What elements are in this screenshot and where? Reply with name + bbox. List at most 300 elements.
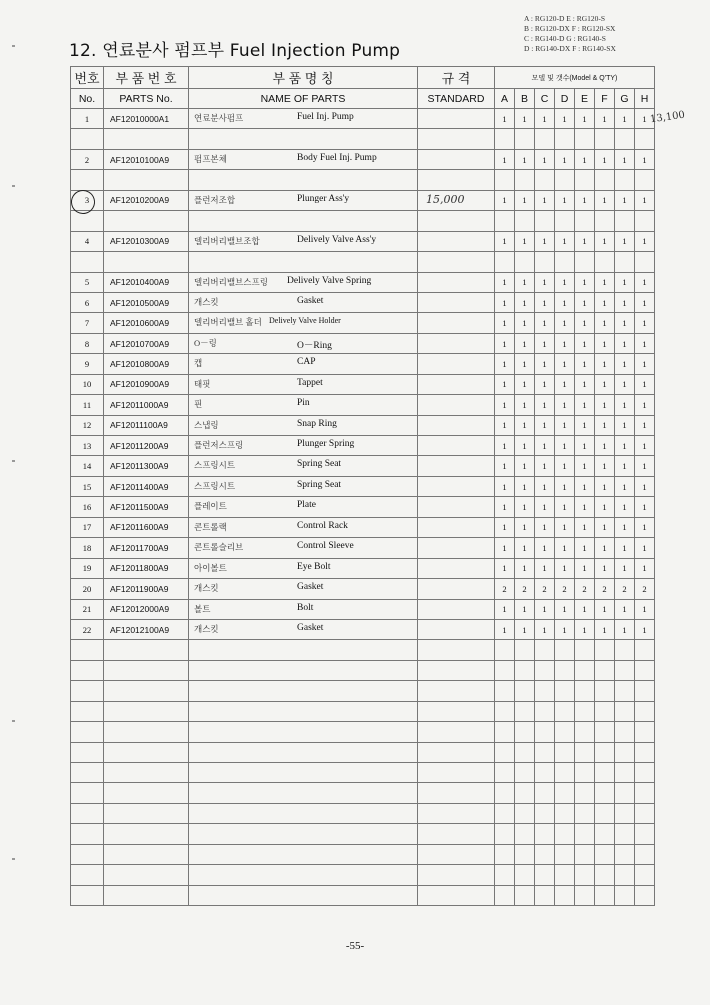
part-name-en: Fuel Inj. Pump	[297, 112, 354, 122]
blank-row	[71, 681, 655, 701]
part-name-en: Plunger Ass'y	[297, 193, 350, 204]
standard-cell	[418, 374, 495, 394]
table-row	[71, 497, 655, 517]
empty-cell	[555, 865, 575, 885]
qty-cell: 1	[535, 538, 555, 558]
empty-cell	[595, 763, 615, 783]
part-name	[189, 579, 418, 599]
empty-cell	[575, 722, 595, 742]
part-name-kr: 펌프본체	[194, 153, 227, 164]
standard-cell	[418, 619, 495, 639]
qty-cell: 1	[635, 599, 655, 619]
empty-cell	[189, 865, 418, 885]
qty-cell	[575, 211, 595, 231]
empty-cell	[515, 824, 535, 844]
qty-cell: 2	[595, 579, 615, 599]
empty-cell	[535, 742, 555, 762]
qty-cell: 1	[515, 333, 535, 353]
header-model: E	[575, 89, 595, 109]
standard-cell	[418, 272, 495, 292]
header-no-kr: 번호	[71, 67, 104, 89]
qty-cell: 1	[515, 476, 535, 496]
qty-cell: 1	[495, 538, 515, 558]
empty-cell	[104, 844, 189, 864]
empty-cell	[615, 763, 635, 783]
qty-cell: 1	[535, 395, 555, 415]
part-number: AF12012000A9	[104, 599, 189, 619]
qty-cell	[555, 252, 575, 272]
empty-cell	[535, 763, 555, 783]
qty-cell: 1	[495, 599, 515, 619]
part-number: AF12011500A9	[104, 497, 189, 517]
qty-cell: 1	[595, 374, 615, 394]
qty-cell: 1	[535, 619, 555, 639]
table-row	[71, 313, 655, 333]
empty-cell	[535, 885, 555, 905]
qty-cell: 1	[495, 395, 515, 415]
part-name-kr: 캡	[194, 358, 203, 369]
qty-cell: 1	[555, 292, 575, 312]
empty-cell	[535, 681, 555, 701]
empty-cell	[71, 660, 104, 680]
standard-cell	[418, 252, 495, 272]
qty-cell: 1	[495, 313, 515, 333]
page-title: 12. 연료분사 펌프부 Fuel Injection Pump	[69, 41, 401, 61]
qty-cell: 1	[635, 456, 655, 476]
part-name-en: Eye Bolt	[297, 561, 331, 572]
qty-cell: 1	[555, 231, 575, 251]
qty-cell: 1	[495, 456, 515, 476]
table-row	[71, 599, 655, 619]
qty-cell: 1	[575, 190, 595, 210]
empty-cell	[189, 681, 418, 701]
empty-cell	[515, 681, 535, 701]
qty-cell: 1	[535, 333, 555, 353]
empty-cell	[71, 722, 104, 742]
part-name-en: Plate	[297, 500, 316, 511]
part-name	[189, 149, 418, 169]
qty-cell: 1	[535, 558, 555, 578]
qty-cell: 1	[595, 333, 615, 353]
empty-cell	[555, 783, 575, 803]
qty-cell: 1	[555, 109, 575, 129]
table-row	[71, 333, 655, 353]
standard-cell	[418, 129, 495, 149]
qty-cell: 1	[575, 333, 595, 353]
qty-cell: 1	[515, 313, 535, 333]
empty-cell	[615, 681, 635, 701]
part-name-kr: O－링	[194, 337, 217, 348]
model-legend	[524, 14, 704, 54]
table-row	[71, 354, 655, 374]
page-number: -55-	[345, 940, 365, 952]
part-name-en: Gasket	[297, 295, 324, 306]
empty-cell	[71, 763, 104, 783]
qty-cell	[635, 211, 655, 231]
qty-cell: 1	[575, 354, 595, 374]
qty-cell: 1	[515, 436, 535, 456]
empty-cell	[189, 701, 418, 721]
empty-cell	[418, 722, 495, 742]
row-number: 20	[71, 579, 104, 599]
qty-cell: 1	[575, 517, 595, 537]
qty-cell: 1	[555, 415, 575, 435]
qty-cell: 1	[495, 231, 515, 251]
blank-row	[71, 844, 655, 864]
qty-cell: 1	[615, 436, 635, 456]
qty-cell: 1	[635, 476, 655, 496]
empty-cell	[515, 701, 535, 721]
part-name	[189, 558, 418, 578]
empty-cell	[71, 844, 104, 864]
empty-cell	[535, 844, 555, 864]
part-number: AF12011900A9	[104, 579, 189, 599]
empty-cell	[495, 885, 515, 905]
qty-cell: 1	[635, 619, 655, 639]
part-number: AF12010500A9	[104, 292, 189, 312]
qty-cell: 1	[515, 415, 535, 435]
qty-cell: 1	[535, 456, 555, 476]
qty-cell: 1	[635, 415, 655, 435]
empty-cell	[635, 885, 655, 905]
qty-cell: 1	[615, 456, 635, 476]
qty-cell: 1	[495, 272, 515, 292]
table-row	[71, 129, 655, 149]
qty-cell: 1	[555, 333, 575, 353]
row-number: 1	[71, 109, 104, 129]
part-name	[189, 292, 418, 312]
part-name	[189, 333, 418, 353]
qty-cell	[555, 211, 575, 231]
empty-cell	[595, 844, 615, 864]
row-number: 9	[71, 354, 104, 374]
part-number: AF12010000A1	[104, 109, 189, 129]
qty-cell: 1	[575, 231, 595, 251]
empty-cell	[555, 763, 575, 783]
qty-cell: 1	[535, 109, 555, 129]
empty-cell	[615, 844, 635, 864]
qty-cell: 1	[495, 190, 515, 210]
part-name-en: Plunger Spring	[297, 439, 355, 449]
empty-cell	[635, 640, 655, 660]
header-name-en: NAME OF PARTS	[189, 89, 418, 109]
part-name-kr: 개스킷	[194, 583, 219, 594]
qty-cell: 1	[615, 619, 635, 639]
empty-cell	[555, 885, 575, 905]
empty-cell	[71, 742, 104, 762]
qty-cell: 1	[615, 558, 635, 578]
header-model: F	[595, 89, 615, 109]
qty-cell: 1	[495, 354, 515, 374]
empty-cell	[104, 803, 189, 823]
empty-cell	[189, 885, 418, 905]
empty-cell	[418, 701, 495, 721]
part-name-kr: 델리버리밸브스프링	[194, 276, 268, 287]
standard-cell	[418, 231, 495, 251]
table-row	[71, 456, 655, 476]
qty-cell: 1	[535, 415, 555, 435]
row-number: 14	[71, 456, 104, 476]
empty-cell	[635, 865, 655, 885]
empty-cell	[615, 783, 635, 803]
part-number: AF12011000A9	[104, 395, 189, 415]
part-name	[189, 619, 418, 639]
qty-cell	[615, 252, 635, 272]
part-name-kr: 개스킷	[194, 623, 219, 634]
qty-cell: 1	[595, 599, 615, 619]
qty-cell	[595, 170, 615, 190]
blank-row	[71, 783, 655, 803]
qty-cell: 1	[615, 415, 635, 435]
empty-cell	[575, 681, 595, 701]
part-number: AF12011800A9	[104, 558, 189, 578]
part-name	[189, 538, 418, 558]
empty-cell	[635, 783, 655, 803]
empty-cell	[615, 803, 635, 823]
header-part-kr: 부 품 번 호	[104, 67, 189, 89]
qty-cell: 1	[615, 231, 635, 251]
header-model: H	[635, 89, 655, 109]
qty-cell	[575, 252, 595, 272]
empty-cell	[495, 742, 515, 762]
empty-cell	[575, 865, 595, 885]
empty-cell	[595, 824, 615, 844]
qty-cell: 1	[615, 109, 635, 129]
part-name	[189, 476, 418, 496]
empty-cell	[418, 844, 495, 864]
qty-cell	[575, 170, 595, 190]
empty-cell	[189, 824, 418, 844]
qty-cell: 1	[515, 231, 535, 251]
empty-cell	[495, 865, 515, 885]
qty-cell: 1	[615, 497, 635, 517]
empty-cell	[595, 660, 615, 680]
qty-cell: 1	[555, 538, 575, 558]
part-number: AF12010200A9	[104, 190, 189, 210]
qty-cell: 1	[575, 476, 595, 496]
empty-cell	[635, 660, 655, 680]
qty-cell: 1	[595, 395, 615, 415]
qty-cell	[595, 211, 615, 231]
part-name-kr: 스냅링	[194, 419, 219, 430]
empty-cell	[555, 803, 575, 823]
qty-cell: 1	[575, 558, 595, 578]
punch-mark	[12, 460, 15, 462]
empty-cell	[615, 824, 635, 844]
part-name-en: Delively Valve Ass'y	[297, 234, 377, 245]
part-name-kr: 스프링시트	[194, 480, 236, 491]
qty-cell: 1	[595, 476, 615, 496]
qty-cell	[615, 170, 635, 190]
empty-cell	[495, 763, 515, 783]
standard-cell	[418, 497, 495, 517]
qty-cell: 2	[495, 579, 515, 599]
blank-row	[71, 865, 655, 885]
part-name-en: Tappet	[297, 377, 323, 388]
empty-cell	[189, 722, 418, 742]
header-model: C	[535, 89, 555, 109]
row-number: 6	[71, 292, 104, 312]
qty-cell: 1	[495, 374, 515, 394]
qty-cell: 1	[535, 497, 555, 517]
row-number: 15	[71, 476, 104, 496]
part-name	[189, 129, 418, 149]
part-number: AF12012100A9	[104, 619, 189, 639]
standard-cell	[418, 599, 495, 619]
qty-cell: 1	[595, 517, 615, 537]
qty-cell	[555, 170, 575, 190]
empty-cell	[535, 701, 555, 721]
qty-cell: 1	[615, 190, 635, 210]
row-number	[71, 129, 104, 149]
row-number: 19	[71, 558, 104, 578]
part-name-en: O－Ring	[297, 340, 332, 351]
row-number: 22	[71, 619, 104, 639]
part-name	[189, 415, 418, 435]
qty-cell: 1	[595, 292, 615, 312]
qty-cell: 1	[595, 272, 615, 292]
empty-cell	[615, 865, 635, 885]
row-number: 16	[71, 497, 104, 517]
qty-cell: 1	[555, 476, 575, 496]
empty-cell	[635, 803, 655, 823]
qty-cell: 2	[575, 579, 595, 599]
empty-cell	[575, 640, 595, 660]
empty-cell	[104, 742, 189, 762]
qty-cell: 1	[555, 599, 575, 619]
qty-cell	[575, 129, 595, 149]
empty-cell	[515, 865, 535, 885]
qty-cell: 1	[595, 109, 615, 129]
empty-cell	[595, 681, 615, 701]
qty-cell: 1	[515, 456, 535, 476]
row-number: 18	[71, 538, 104, 558]
blank-row	[71, 824, 655, 844]
qty-cell: 1	[635, 313, 655, 333]
qty-cell: 1	[535, 190, 555, 210]
empty-cell	[635, 763, 655, 783]
empty-cell	[555, 742, 575, 762]
standard-cell	[418, 456, 495, 476]
part-name-en: Body Fuel Inj. Pump	[297, 152, 377, 163]
empty-cell	[535, 640, 555, 660]
table-row	[71, 292, 655, 312]
qty-cell	[495, 252, 515, 272]
row-number	[71, 170, 104, 190]
qty-cell: 1	[615, 313, 635, 333]
empty-cell	[495, 640, 515, 660]
empty-cell	[418, 763, 495, 783]
part-name-en: Delively Valve Spring	[287, 275, 372, 286]
qty-cell: 1	[635, 231, 655, 251]
part-number: AF12011700A9	[104, 538, 189, 558]
empty-cell	[535, 722, 555, 742]
blank-row	[71, 660, 655, 680]
qty-cell: 1	[615, 149, 635, 169]
empty-cell	[535, 824, 555, 844]
blank-row	[71, 640, 655, 660]
part-name-en: Snap Ring	[297, 418, 337, 429]
table-row	[71, 558, 655, 578]
qty-cell: 1	[515, 395, 535, 415]
part-number: AF12010300A9	[104, 231, 189, 251]
qty-cell	[495, 170, 515, 190]
handwritten-standard: 15,000	[426, 192, 465, 206]
qty-cell: 1	[595, 456, 615, 476]
qty-cell: 1	[495, 517, 515, 537]
row-number: 3	[71, 190, 104, 210]
part-number	[104, 252, 189, 272]
part-name	[189, 436, 418, 456]
part-name-en: Delively Valve Holder	[269, 316, 341, 326]
part-number	[104, 211, 189, 231]
empty-cell	[595, 742, 615, 762]
empty-cell	[104, 763, 189, 783]
empty-cell	[104, 660, 189, 680]
qty-cell: 1	[615, 599, 635, 619]
empty-cell	[555, 722, 575, 742]
empty-cell	[71, 824, 104, 844]
qty-cell: 1	[635, 558, 655, 578]
qty-cell: 1	[555, 190, 575, 210]
qty-cell: 1	[635, 333, 655, 353]
empty-cell	[189, 763, 418, 783]
empty-cell	[495, 701, 515, 721]
empty-cell	[615, 885, 635, 905]
qty-cell: 1	[495, 619, 515, 639]
qty-cell: 1	[575, 395, 595, 415]
qty-cell: 1	[595, 415, 615, 435]
qty-cell	[535, 252, 555, 272]
qty-cell: 1	[595, 538, 615, 558]
row-number: 11	[71, 395, 104, 415]
qty-cell: 1	[635, 395, 655, 415]
part-number: AF12010400A9	[104, 272, 189, 292]
empty-cell	[615, 640, 635, 660]
qty-cell: 1	[575, 619, 595, 639]
qty-cell: 1	[515, 109, 535, 129]
row-number: 17	[71, 517, 104, 537]
qty-cell	[515, 211, 535, 231]
empty-cell	[104, 824, 189, 844]
qty-cell: 1	[555, 619, 575, 639]
part-name-en: Pin	[297, 398, 310, 409]
standard-cell	[418, 333, 495, 353]
qty-cell: 1	[615, 517, 635, 537]
qty-cell	[515, 170, 535, 190]
empty-cell	[418, 803, 495, 823]
part-number: AF12010600A9	[104, 313, 189, 333]
qty-cell: 1	[555, 497, 575, 517]
empty-cell	[595, 701, 615, 721]
empty-cell	[595, 865, 615, 885]
qty-cell: 1	[555, 558, 575, 578]
empty-cell	[595, 803, 615, 823]
empty-cell	[495, 681, 515, 701]
part-name-kr: 플런저스프링	[194, 440, 244, 450]
qty-cell: 1	[575, 599, 595, 619]
qty-cell: 1	[555, 395, 575, 415]
punch-mark	[12, 185, 15, 187]
empty-cell	[615, 722, 635, 742]
table-row	[71, 476, 655, 496]
row-number	[71, 211, 104, 231]
qty-cell: 1	[495, 292, 515, 312]
standard-cell	[418, 313, 495, 333]
qty-cell: 1	[515, 272, 535, 292]
empty-cell	[418, 640, 495, 660]
empty-cell	[71, 783, 104, 803]
